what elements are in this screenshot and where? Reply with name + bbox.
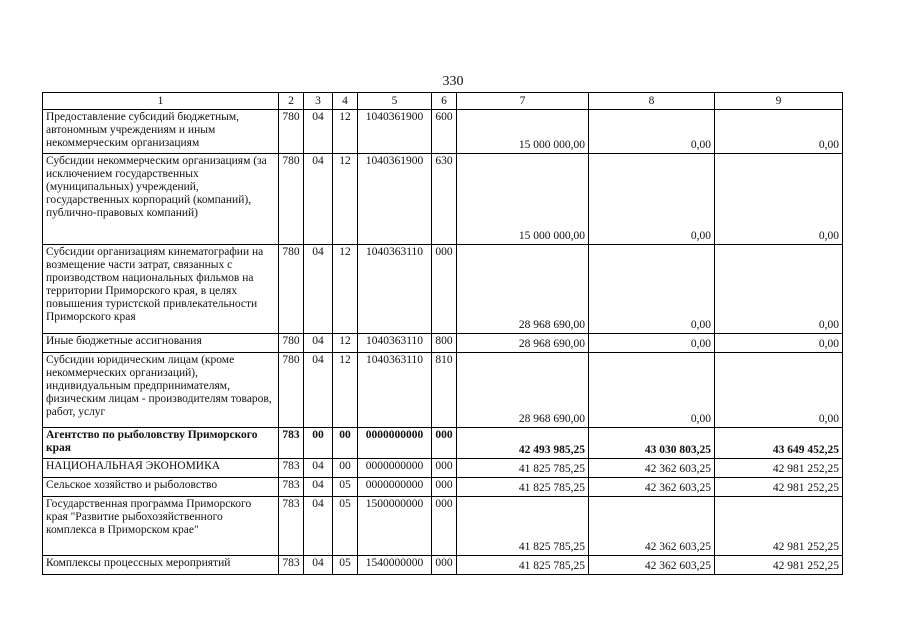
cell-code: 000 (432, 245, 457, 334)
cell-amount: 0,00 (589, 334, 715, 353)
column-header: 2 (279, 93, 304, 110)
cell-code: 0000000000 (358, 478, 432, 497)
cell-code: 783 (279, 459, 304, 478)
column-header: 9 (715, 93, 843, 110)
cell-amount: 15 000 000,00 (457, 110, 589, 154)
cell-code: 1040363110 (358, 353, 432, 428)
cell-code: 12 (333, 110, 358, 154)
cell-amount: 42 362 603,25 (589, 459, 715, 478)
cell-code: 05 (333, 478, 358, 497)
cell-code: 783 (279, 497, 304, 556)
row-name: Субсидии организациям кинематографии на возмещение части затрат, связанных с производством национальных фильмов на территории Приморского края, в целях повышения туристской привлекательности Приморского края (43, 245, 279, 334)
table-row (43, 110, 843, 154)
cell-amount: 0,00 (589, 154, 715, 245)
cell-amount: 0,00 (589, 353, 715, 428)
cell-code: 780 (279, 353, 304, 428)
cell-amount: 42 981 252,25 (715, 478, 843, 497)
budget-table (42, 92, 843, 575)
table-row (43, 556, 843, 575)
cell-code: 04 (304, 478, 333, 497)
cell-code: 12 (333, 353, 358, 428)
cell-code: 810 (432, 353, 457, 428)
row-name: НАЦИОНАЛЬНАЯ ЭКОНОМИКА (43, 459, 279, 478)
cell-code: 05 (333, 497, 358, 556)
cell-code: 12 (333, 154, 358, 245)
cell-code: 0000000000 (358, 428, 432, 459)
cell-code: 630 (432, 154, 457, 245)
cell-amount: 42 362 603,25 (589, 478, 715, 497)
cell-amount: 0,00 (715, 110, 843, 154)
cell-amount: 0,00 (715, 334, 843, 353)
header-row (43, 93, 843, 110)
cell-amount: 41 825 785,25 (457, 556, 589, 575)
cell-code: 12 (333, 334, 358, 353)
cell-code: 1040361900 (358, 110, 432, 154)
cell-amount: 0,00 (715, 353, 843, 428)
cell-code: 04 (304, 497, 333, 556)
cell-amount: 0,00 (715, 154, 843, 245)
cell-amount: 0,00 (589, 110, 715, 154)
cell-code: 780 (279, 245, 304, 334)
column-header: 4 (333, 93, 358, 110)
cell-code: 783 (279, 428, 304, 459)
cell-code: 1040363110 (358, 334, 432, 353)
cell-amount: 0,00 (589, 245, 715, 334)
cell-code: 00 (304, 428, 333, 459)
cell-code: 600 (432, 110, 457, 154)
row-name: Сельское хозяйство и рыболовство (43, 478, 279, 497)
column-header: 1 (43, 93, 279, 110)
cell-code: 1540000000 (358, 556, 432, 575)
cell-amount: 15 000 000,00 (457, 154, 589, 245)
table-row (43, 334, 843, 353)
cell-amount: 42 981 252,25 (715, 556, 843, 575)
cell-code: 1040363110 (358, 245, 432, 334)
cell-amount: 42 981 252,25 (715, 459, 843, 478)
cell-amount: 28 968 690,00 (457, 334, 589, 353)
row-name: Субсидии некоммерческим организациям (за исключением государственных (муниципальных) учреждений, государственных корпораций (компаний), публично-правовых компаний) (43, 154, 279, 245)
cell-code: 04 (304, 556, 333, 575)
cell-amount: 42 981 252,25 (715, 497, 843, 556)
cell-amount: 0,00 (715, 245, 843, 334)
cell-code: 780 (279, 110, 304, 154)
cell-amount: 41 825 785,25 (457, 478, 589, 497)
cell-code: 783 (279, 478, 304, 497)
table-row (43, 353, 843, 428)
table-row (43, 459, 843, 478)
column-header: 3 (304, 93, 333, 110)
cell-code: 000 (432, 556, 457, 575)
cell-code: 04 (304, 154, 333, 245)
row-name: Агентство по рыболовству Приморского края (43, 428, 279, 459)
cell-code: 05 (333, 556, 358, 575)
cell-code: 04 (304, 459, 333, 478)
cell-code: 1040361900 (358, 154, 432, 245)
row-name: Предоставление субсидий бюджетным, автономным учреждениям и иным некоммерческим организациям (43, 110, 279, 154)
cell-code: 00 (333, 428, 358, 459)
cell-code: 04 (304, 110, 333, 154)
cell-amount: 42 362 603,25 (589, 497, 715, 556)
row-name: Государственная программа Приморского края "Развитие рыбохозяйственного комплекса в Приморском крае" (43, 497, 279, 556)
cell-code: 00 (333, 459, 358, 478)
column-header: 6 (432, 93, 457, 110)
column-header: 7 (457, 93, 589, 110)
cell-code: 800 (432, 334, 457, 353)
table-row (43, 497, 843, 556)
table-row (43, 154, 843, 245)
table-row (43, 428, 843, 459)
cell-code: 12 (333, 245, 358, 334)
cell-amount: 41 825 785,25 (457, 497, 589, 556)
cell-code: 000 (432, 428, 457, 459)
row-name: Субсидии юридическим лицам (кроме некоммерческих организаций), индивидуальным предпринимателям, физическим лицам - производителям товаров, работ, услуг (43, 353, 279, 428)
cell-code: 000 (432, 478, 457, 497)
cell-amount: 42 362 603,25 (589, 556, 715, 575)
cell-code: 04 (304, 353, 333, 428)
page-number: 330 (442, 74, 464, 89)
cell-code: 000 (432, 497, 457, 556)
table-row (43, 245, 843, 334)
cell-amount: 28 968 690,00 (457, 245, 589, 334)
row-name: Комплексы процессных мероприятий (43, 556, 279, 575)
cell-code: 04 (304, 245, 333, 334)
cell-amount: 43 030 803,25 (589, 428, 715, 459)
cell-code: 0000000000 (358, 459, 432, 478)
column-header: 8 (589, 93, 715, 110)
cell-amount: 42 493 985,25 (457, 428, 589, 459)
cell-code: 783 (279, 556, 304, 575)
column-header: 5 (358, 93, 432, 110)
table-row (43, 478, 843, 497)
cell-amount: 28 968 690,00 (457, 353, 589, 428)
cell-code: 000 (432, 459, 457, 478)
cell-code: 04 (304, 334, 333, 353)
cell-code: 780 (279, 154, 304, 245)
cell-code: 780 (279, 334, 304, 353)
row-name: Иные бюджетные ассигнования (43, 334, 279, 353)
cell-amount: 41 825 785,25 (457, 459, 589, 478)
cell-amount: 43 649 452,25 (715, 428, 843, 459)
cell-code: 1500000000 (358, 497, 432, 556)
